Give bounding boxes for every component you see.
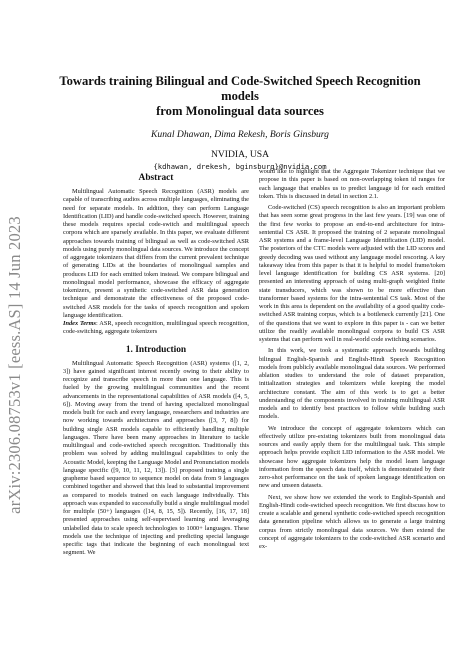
arxiv-identifier: arXiv:2306.08753v1 [eess.AS] 14 Jun 2023: [5, 216, 24, 514]
arxiv-side-stamp: [4, 190, 26, 540]
introduction-paragraph-1: Multilingual Automatic Speech Recognition (ASR) systems ([1, 2, 3]) have gained significant interest recently owing to their ability to recognize and transcribe speech in more than one language. This is fueled by the growing multilingual communities and the recent advancements in the representational capabilities of ASR models ([4, 5, 6]). Moving away from the trend of having specialized monolingual models built for each and every language, researchers and industries are now working towards architectures and approaches ([3, 7, 8]) for building single ASR models capable to efficiently handling multiple languages. There have been many approaches in literature to tackle multilingual and code-switched speech recognition. Traditionally this problem was solved by adding multilingual capabilities to only the Acoustic Model, keeping the Language Model and Pronunciation models language specific ([9, 10, 11, 12, 13]). [3] proposed training a single grapheme based sequence to sequence model on data from 9 languages combined together and showed that this lead to substantial improvement as compared to models trained on each language individually. This approach was expanded to successfully build a single multilingual model for multiple (50+) languages ([14, 8, 15, 5]). Recently, [16, 17, 18] presented approaches using self-supervised learning and leveraging unlabelled data to scale speech technologies to 1000+ languages. These models use the technique of injecting and predicting special language specific tags that indicate the beginning of each monolingual text segment. We: [63, 359, 249, 557]
author-emails: {kdhawan, drekesh, bginsburg}@nvidia.com: [153, 162, 327, 171]
affiliation: NVIDIA, USA: [210, 149, 270, 160]
right-paragraph-3: In this work, we took a systematic approach towards building bilingual English-Spanish and English-Hindi Speech Recognition models from publicly available monolingual data sources. We performed ablation studies to understand the role of dataset preparation, initialization strategies and tokenizers while keeping the model architecture constant. The aim of this work is to get a better understanding of the components involved in training multilingual ASR models and to identify best practices to follow while building such models.: [259, 347, 445, 421]
paper-title-line-2: from Monolingual data sources: [156, 104, 324, 118]
index-terms-label: Index Terms: [63, 320, 96, 327]
author-list: Kunal Dhawan, Dima Rekesh, Boris Ginsburg: [151, 129, 329, 140]
paper-header: [40, 74, 440, 171]
right-column: [259, 168, 445, 551]
paper-title: [40, 74, 440, 119]
abstract-heading: Abstract: [138, 173, 174, 183]
right-paragraph-5: Next, we show how we extended the work to English-Spanish and English-Hindi code-switched speech recognition. We first discuss how to create a scalable and general synthetic code-switched speech recognition data generation pipeline which allows us to generate a large training corpus from strictly monolingual data sources. We then extend the concept of aggregate tokenizers to the code-switched ASR scenario and ex-: [259, 493, 445, 550]
introduction-heading: 1. Introduction: [125, 344, 187, 355]
index-terms: [63, 320, 249, 337]
right-paragraph-2: Code-switched (CS) speech recognition is also an important problem that has seen some great progress in the last few years. [19] was one of the first few works to propose an end-to-end architecture for intra-sentential CS ASR. It proposed the training of 2 separate monolingual ASR systems and a frame-level Language Identification (LID) model. The posteriors of the CTC models were adjusted with the LID scores and greedy decoding was used without any language model rescoring. A key takeaway idea from this paper is that it is helpful to model frame/token level language identification for building CS ASR systems. [20] presented an interesting approach of using multi-graph weighted finite state transducers, which was shown to be more effective than transformer based systems for the intra-sentential CS task. Most of the work in this area is dependent on the availability of a good quality code-switched ASR training corpus, which is a bottleneck currently [21]. One of the questions that we want to explore in this paper is - can we better utilize the readily available monolingual corpora to build CS ASR systems that can perform well in real-world code switching scenarios.: [259, 204, 445, 343]
paper-title-line-1: Towards training Bilingual and Code-Switched Speech Recognition models: [59, 74, 421, 103]
left-column: [63, 172, 249, 558]
abstract-body: Multilingual Automatic Speech Recognition (ASR) models are capable of transcribing audios across multiple languages, eliminating the need for separate models. In addition, they can perform Language Identification (LID) and handle code-switched speech. However, training these models requires special code-switch and multilingual speech corpora which are sparsely available. In this paper, we evaluate different approaches towards training of bilingual as well as code-switched ASR models using purely monolingual data sources. We introduce the concept of aggregate tokenizers that differs from the current prevalent technique of generating LIDs at the boundaries of monolingual samples and produces LID for each emitted token instead. We compare bilingual and monolingual model performance, showcase the efficacy of aggregate tokenizers, present a synthetic code-switched ASR data generation technique and demonstrate the effectiveness of the proposed code-switched ASR models for the tasks of speech recognition and spoken language identification.: [63, 188, 249, 319]
index-terms-text: : ASR, speech recognition, multilingual speech recognition, code-switching, aggregate tokenizers: [63, 320, 249, 336]
right-paragraph-4: We introduce the concept of aggregate tokenizers which can effectively utilize pre-existing tokenizers built from monolingual data sources and easily apply them for the multilingual task. This simple approach helps provide explicit LID information to the ASR model. We showcase how aggregate tokenizers help the model learn language information from the speech data itself, which is demonstrated by their zero-shot performance on the task of spoken language identification on new and unseen datasets.: [259, 424, 445, 490]
right-paragraph-1: would like to highlight that the Aggregate Tokenizer technique that we propose in this paper is based on non-overlapping token id ranges for each language that enables us to predict language id for each emitted token. This is discussed in detail in section 2.1.: [259, 168, 445, 200]
